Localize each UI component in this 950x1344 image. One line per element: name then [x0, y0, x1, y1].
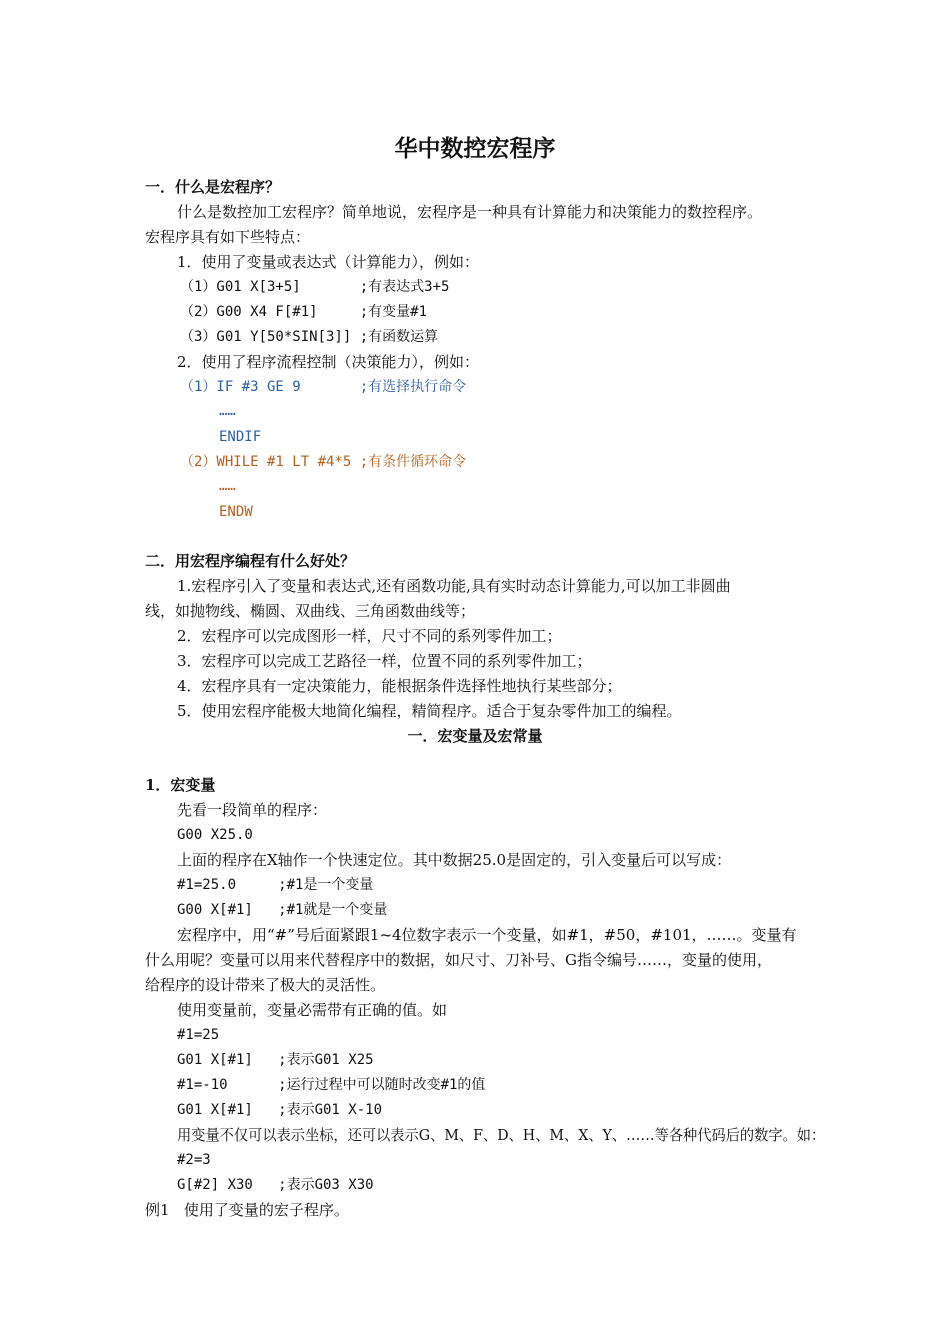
list-item: 1．使用了变量或表达式（计算能力），例如： — [177, 253, 480, 271]
code-line-if: （1）IF #3 GE 9 ;有选择执行命令 — [180, 379, 467, 395]
code-line: G01 X[#1] ;表示G01 X-10 — [177, 1102, 383, 1118]
code-line: G00 X25.0 — [177, 827, 253, 843]
code-line: G00 X[#1] ;#1就是一个变量 — [177, 902, 388, 918]
list-item: 5．使用宏程序能极大地简化编程，精简程序。适合于复杂零件加工的编程。 — [177, 702, 682, 720]
paragraph-line: 用变量不仅可以表示坐标，还可以表示G、M、F、D、H、M、X、Y、……等各种代码后的数字。如： — [177, 1126, 826, 1144]
example-caption: 例1 使用了变量的宏子程序。 — [145, 1201, 349, 1219]
paragraph-line: 什么用呢？变量可以用来代替程序中的数据，如尺寸、刀补号、G指令编号……，变量的使用， — [145, 951, 772, 969]
list-item: 2．宏程序可以完成图形一样，尺寸不同的系列零件加工； — [177, 627, 562, 645]
paragraph-line: 使用变量前，变量必需带有正确的值。如 — [177, 1001, 448, 1019]
code-line: #1=25.0 ;#1是一个变量 — [177, 877, 374, 893]
paragraph-line: 宏程序中，用“#”号后面紧跟1~4位数字表示一个变量，如#1，#50，#101，……。变量有 — [177, 926, 797, 944]
code-line: G01 X[#1] ;表示G01 X25 — [177, 1052, 374, 1068]
code-line: #2=3 — [177, 1152, 211, 1168]
page-title: 华中数控宏程序 — [394, 135, 556, 162]
code-line: #1=25 — [177, 1027, 220, 1043]
paragraph-line: 给程序的设计带来了极大的灵活性。 — [145, 976, 386, 994]
code-line: G[#2] X30 ;表示G03 X30 — [177, 1177, 374, 1193]
paragraph-line: 什么是数控加工宏程序？简单地说，宏程序是一种具有计算能力和决策能力的数控程序。 — [177, 203, 763, 221]
code-line: （3）G01 Y[50*SIN[3]] ;有函数运算 — [180, 329, 439, 345]
code-line-endw: ENDW — [219, 504, 253, 520]
code-line: （2）G00 X4 F[#1] ;有变量#1 — [180, 304, 428, 320]
list-item-continuation: 线，如抛物线、椭圆、双曲线、三角函数曲线等； — [145, 602, 476, 620]
code-line-endif: ENDIF — [219, 429, 262, 445]
paragraph-line: 上面的程序在X轴作一个快速定位。其中数据25.0是固定的，引入变量后可以写成： — [177, 851, 732, 869]
code-line-while: （2）WHILE #1 LT #4*5 ;有条件循环命令 — [180, 454, 467, 470]
list-item: 4．宏程序具有一定决策能力，能根据条件选择性地执行某些部分； — [177, 677, 622, 695]
list-item: 2．使用了程序流程控制（决策能力），例如： — [177, 353, 480, 371]
paragraph-line: 宏程序具有如下些特点： — [145, 228, 311, 246]
list-item: 1.宏程序引入了变量和表达式,还有函数功能,具有实时动态计算能力,可以加工非圆曲 — [177, 577, 731, 595]
code-line-ellipsis: …… — [219, 478, 236, 494]
list-item: 3．宏程序可以完成工艺路径一样，位置不同的系列零件加工； — [177, 652, 592, 670]
paragraph-line: 先看一段简单的程序： — [177, 801, 328, 819]
code-line: #1=-10 ;运行过程中可以随时改变#1的值 — [177, 1077, 486, 1093]
code-line: （1）G01 X[3+5] ;有表达式3+5 — [180, 279, 450, 295]
section-1-heading: 一．什么是宏程序？ — [145, 178, 281, 196]
subsection-heading: 1．宏变量 — [145, 776, 216, 794]
section-2-heading: 二．用宏程序编程有什么好处？ — [145, 552, 356, 570]
code-line-ellipsis: …… — [219, 403, 236, 419]
section-3-heading: 一．宏变量及宏常量 — [407, 727, 543, 745]
